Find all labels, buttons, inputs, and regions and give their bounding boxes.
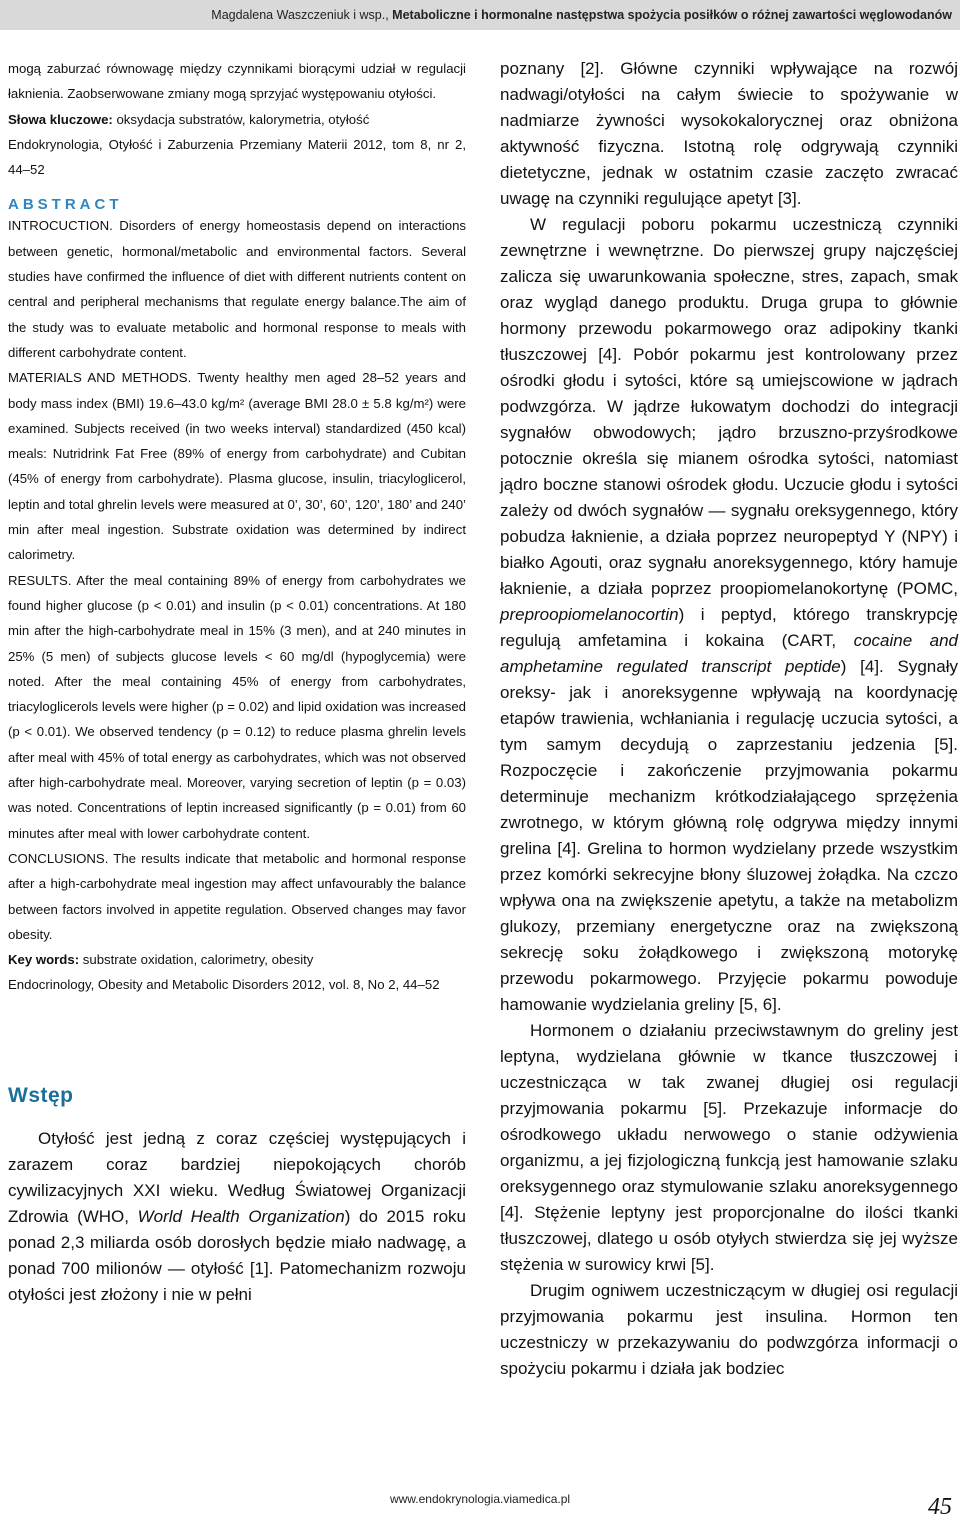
polish-citation: Endokrynologia, Otyłość i Zaburzenia Przemiany Materii 2012, tom 8, nr 2, 44–52	[8, 136, 466, 178]
polish-keywords	[8, 107, 466, 132]
methods-text: Twenty healthy men aged 28–52 years and body mass index (BMI) 19.6–43.0 kg/m² (average BMI 28.0 ± 5.8 kg/m²) were examined. Subjects received (in two weeks interval) standardized (450 kcal) meals: Nutridrink Fat Free (89% of energy from carbohydrate) and Cubitan (45% of energy from carbohydrate). Plasma glucose, insulin, triacyloglicerol, leptin and total ghrelin levels were measured at 0’, 30’, 60’, 120’, 180’ and 240’ min after meal ingestion. Substrate oxidation was determined by indirect calorimetry.	[8, 370, 466, 563]
running-head-title: Metaboliczne i hormonalne następstwa spożycia posiłków o różnej zawartości węglowodanów	[392, 8, 952, 22]
english-keywords-text: substrate oxidation, calorimetry, obesity	[82, 952, 314, 968]
abstract-methods	[8, 365, 466, 567]
right-column	[500, 56, 958, 1382]
running-head	[0, 0, 960, 30]
right-p2-emphasis-2: cocaine and amphetamine regulated transcript peptide	[500, 631, 959, 676]
right-body	[500, 56, 958, 1382]
english-keywords	[8, 947, 466, 972]
polish-abstract	[8, 56, 466, 182]
right-p2-part-a: W regulacji poboru pokarmu uczestniczą czynniki zewnętrzne i wewnętrzne. Do pierwszej grupy najczęściej zalicza się uwarunkowania społeczne, stres, zapach, smak oraz wygląd danego produktu. Druga grupa to głównie hormony przewodu pokarmowego oraz adipokiny tkanki tłuszczowej [4]. Pobór pokarmu jest kontrolowany przez ośrodki głodu i sytości, które są umiejscowione w jądrach podwzgórza. W jądrze łukowatym dochodzi do integracji sygnałów obwodowych; jądro brzuszno-przyśrodkowe potocznie określa się mianem ośrodka sytości, natomiast jądro boczne stanowi ośrodek głodu. Uczucie głodu i sytości zależy od dwóch sygnałów — sygnału oreksygennego, który pobudza łaknienie, a działa poprzez neuropeptyd Y (NPY) i białko Agouti, oraz sygnału anoreksygennego, który hamuje łaknienie, a działa poprzez proopiomelanokortynę (POMC,	[500, 215, 958, 598]
polish-keywords-label: Słowa kluczowe:	[8, 111, 113, 127]
running-head-authors: Magdalena Waszczeniuk i wsp.,	[211, 8, 389, 22]
section-title-introduction: Wstęp	[8, 1083, 74, 1107]
footer-url: www.endokrynologia.viamedica.pl	[389, 1492, 571, 1506]
intro-p1-part-a: Otyłość jest jedną z coraz częściej występujących i zarazem coraz bardziej niepokojących chorób cywilizacyjnych XXI wieku. Według Światowej Organizacji Zdrowia (WHO,	[8, 1128, 466, 1226]
english-citation: Endocrinology, Obesity and Metabolic Disorders 2012, vol. 8, No 2, 44–52	[8, 977, 440, 993]
results-label: RESULTS.	[8, 572, 72, 588]
abstract-heading: ABSTRACT	[8, 196, 123, 214]
right-paragraph-2	[500, 212, 958, 1018]
polish-abstract-lead: mogą zaburzać równowagę między czynnikami biorącymi udział w regulacji łaknienia. Zaobserwowane zmiany mogą sprzyjać występowaniu otyłości.	[8, 61, 466, 102]
polish-keywords-text: oksydacja substratów, kalorymetria, otyłość	[116, 111, 370, 127]
right-p2-part-c: ) [4]. Sygnały oreksy- jak i anoreksygenne wpływają na koordynację etapów trawienia, wchłaniania i regulację uczucia sytości, a tym samym decydują o zaprzestaniu jedzenia [5]. Rozpoczęcie i zakończenie przyjmowania pokarmu determinuje mechanizm krótkodziałającego sprzężenia zwrotnego, w którym główną rolę odgrywa między innymi grelina [4]. Grelina to hormon wydzielany przede wszystkim przez komórki sekrecyjne błony śluzowej żołądka. Na czczo wpływa ona na zwiększenie apetytu, a także na metabolizm glukozy, przemiany energetyczne oraz na zwiększoną sekrecję soku żołądkowego i zwiększoną motorykę przewodu pokarmowego. Przyjęcie pokarmu powoduje hamowanie wydzielania greliny [5, 6].	[500, 657, 958, 1014]
right-p2-part-b: ) i peptyd, którego transkrypcję regulują amfetamina i kokaina (CART,	[500, 605, 958, 650]
left-column	[8, 56, 466, 1308]
intro-p1-emphasis: World Health Organization	[137, 1206, 345, 1226]
results-text: After the meal containing 89% of energy from carbohydrates we found higher glucose (p < 0.01) and insulin (p < 0.01) concentrations. At 180 min after the high-carbohydrate meal in 15% (3 men), and at 240 minutes in 25% (5 men) of subjects glucose levels < 60 mg/dl (hypoglycemia) were noted. After the meal containing 45% of energy from carbohydrates, triacyloglicerols levels were higher (p = 0.02) and lipid oxidation was increased (p < 0.01). We observed tendency (p = 0.12) to reduce plasma ghrelin levels after meal with 45% of total energy as carbohydrates, which was not observed after high-carbohydrate meal. Moreover, varying secretion of leptin (p = 0.03) was noted. Concentrations of leptin increased significantly (p = 0.01) from 60 minutes after meal with lower carbohydrate content.	[8, 572, 466, 841]
right-p2-emphasis-1: preproopiomelanocortin	[500, 605, 679, 624]
introduction-body	[8, 1126, 466, 1308]
introduction-label: INTROCUCTION.	[8, 218, 113, 234]
right-paragraph-1: poznany [2]. Główne czynniki wpływające na rozwój nadwagi/otyłości na całym świecie to spożywanie w nadmiarze żywności wysokokalorycznej oraz obniżona aktywność fizyczna. Istotną rolę odgrywają czynniki dietetyczne, jednak w ostatnim czasie zaczęto zwracać uwagę na czynniki regulujące apetyt [3].	[500, 59, 958, 208]
right-paragraph-4: Drugim ogniwem uczestniczącym w długiej osi regulacji przyjmowania pokarmu jest insulina. Hormon ten uczestniczy w przekazywaniu do podwzgórza informacji o spożyciu pokarmu i działa jak bodziec	[500, 1281, 958, 1378]
intro-p1-part-b: ) do 2015 roku ponad 2,3 miliarda osób dorosłych będzie miało nadwagę, a ponad 700 milionów — otyłość [1]. Patomechanizm rozwoju otyłości jest złożony i nie w pełni	[8, 1206, 466, 1304]
conclusions-text: The results indicate that metabolic and hormonal response after a high-carbohydrate meal ingestion may affect unfavourably the balance between factors involved in appetite regulation. Observed changes may favor obesity.	[8, 850, 466, 942]
intro-paragraph-1	[8, 1126, 466, 1308]
english-keywords-label: Key words:	[8, 952, 80, 968]
methods-label: MATERIALS AND METHODS.	[8, 370, 192, 386]
right-paragraph-3: Hormonem o działaniu przeciwstawnym do greliny jest leptyna, wydzielana głównie w tkance tłuszczowej i uczestnicząca w tak zwanej długiej osi regulacji przyjmowania pokarmu [5]. Przekazuje informacje do ośrodkowego układu nerwowego o stanie odżywienia organizmu, a jej fizjologiczną funkcją jest hamowanie szlaku oreksygennego oraz stymulowanie szlaku anoreksygennego [4]. Stężenie leptyny jest proporcjonalne do ilości tkanki tłuszczowej, dlatego u osób otyłych stwierdza się jej wyższe stężenia w surowicy krwi [5].	[500, 1021, 958, 1274]
introduction-text: Disorders of energy homeostasis depend on interactions between genetic, hormonal/metabolic and environmental factors. Several studies have confirmed the influence of diet with different nutrients content on central and peripheral mechanisms that regulate energy balance.The aim of the study was to evaluate metabolic and hormonal response to meals with different carbohydrate content.	[8, 218, 466, 360]
conclusions-label: CONCLUSIONS.	[8, 850, 109, 866]
abstract-introduction	[8, 213, 466, 365]
english-abstract	[8, 213, 466, 997]
abstract-conclusions	[8, 846, 466, 947]
abstract-results	[8, 568, 466, 846]
page-number: 45	[928, 1494, 952, 1520]
